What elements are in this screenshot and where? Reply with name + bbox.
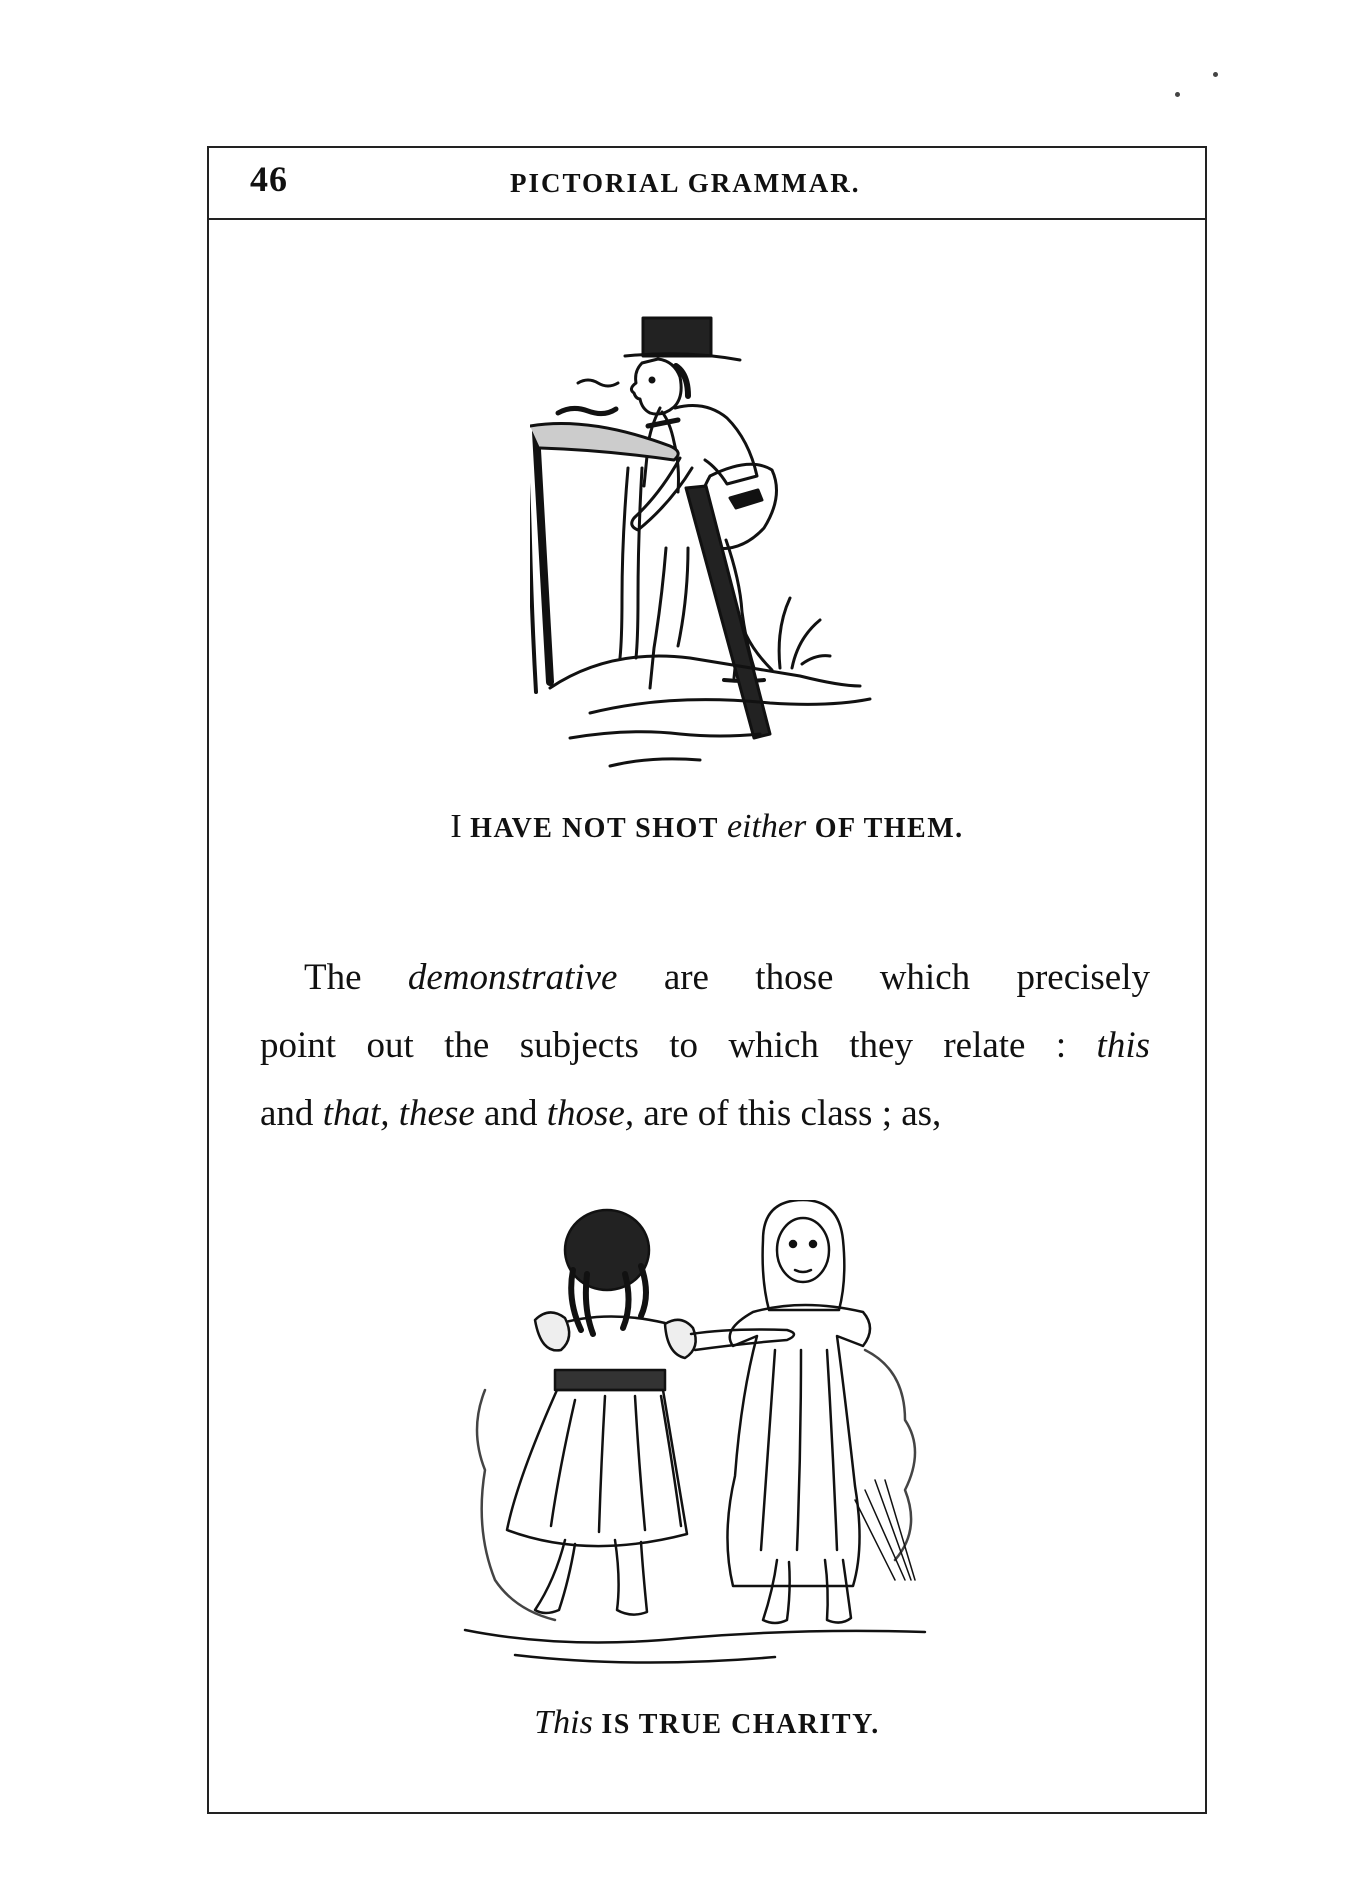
figure1-caption xyxy=(207,808,1207,846)
caption-text: IS TRUE CHARITY. xyxy=(601,1709,880,1740)
page-number: 46 xyxy=(250,159,288,199)
text: are those which precisely xyxy=(663,957,1151,998)
two-girls-illustration xyxy=(455,1200,975,1680)
paragraph-line xyxy=(260,1012,1150,1080)
paragraph-line xyxy=(260,1080,1150,1148)
text: and xyxy=(484,1093,538,1134)
hunter-illustration xyxy=(530,308,890,788)
emphasis-text: demonstrative xyxy=(407,957,618,998)
header-rule xyxy=(207,218,1207,220)
text: point out the subjects to which they relate : xyxy=(260,1025,1067,1066)
emphasis-text: this xyxy=(1096,1025,1151,1066)
scan-speck xyxy=(1175,92,1180,97)
hunter-drawing xyxy=(530,308,890,788)
emphasis-text: these xyxy=(398,1093,475,1134)
running-head: PICTORIAL GRAMMAR. xyxy=(510,168,861,198)
text: and xyxy=(260,1093,314,1134)
emphasis-text: those, xyxy=(546,1093,635,1134)
text: are of this class ; as, xyxy=(643,1093,942,1134)
emphasis-text: that, xyxy=(322,1093,390,1134)
body-paragraph xyxy=(260,944,1150,1148)
figure2-caption xyxy=(207,1704,1207,1742)
text: The xyxy=(304,957,362,998)
caption-text: HAVE NOT SHOT xyxy=(470,813,719,844)
two-girls-drawing xyxy=(455,1200,975,1680)
caption-initial: I xyxy=(450,808,462,845)
page-frame-bottom-rule xyxy=(207,1812,1207,1814)
scan-speck xyxy=(1213,72,1218,77)
caption-text: OF THEM. xyxy=(814,813,964,844)
caption-emphasis: either xyxy=(726,808,807,845)
paragraph-line xyxy=(260,944,1150,1012)
caption-emphasis: This xyxy=(534,1704,593,1741)
